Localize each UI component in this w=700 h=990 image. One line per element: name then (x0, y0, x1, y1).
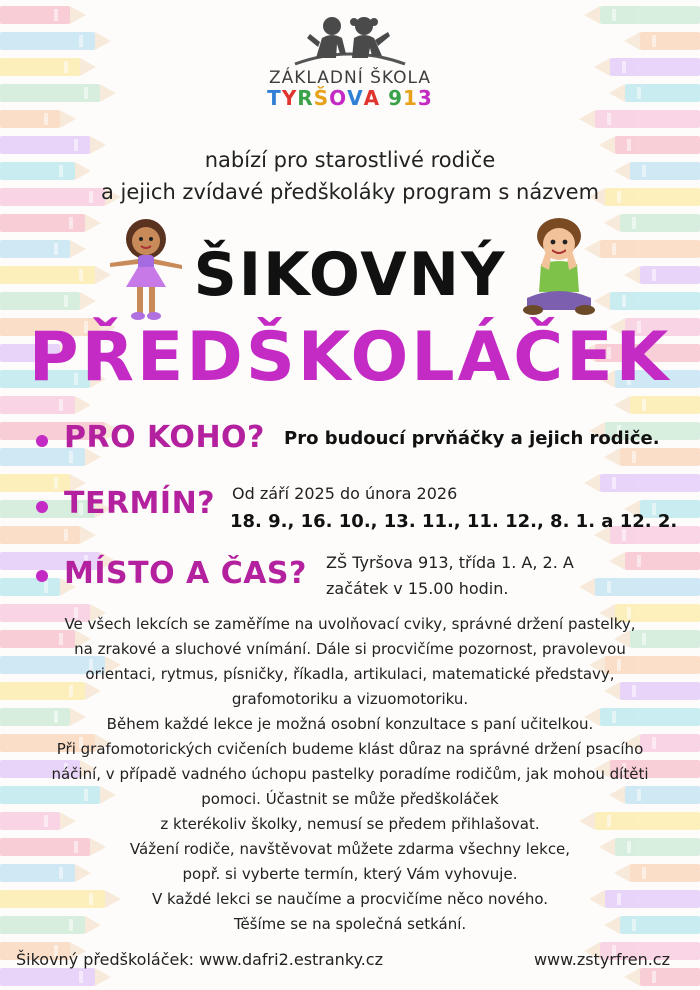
text-pro-koho: Pro budoucí prvňáčky a jejich rodiče. (284, 428, 660, 449)
misto-location: ZŠ Tyršova 913, třída 1. A, 2. A (326, 553, 574, 572)
logo-letter: 3 (417, 86, 433, 110)
logo-letter: A (363, 86, 381, 110)
logo-letter: R (297, 86, 314, 110)
logo-letter: V (347, 86, 364, 110)
bullet-pro-koho (36, 435, 48, 447)
logo-school-address (250, 86, 450, 110)
description-line: z kterékoliv školky, nemusí se předem přihlašovat. (160, 815, 540, 833)
description-line: Během každé lekce je možná osobní konzultace s paní učitelkou. (106, 715, 594, 733)
children-silhouette-icon (290, 14, 410, 66)
intro-line-1: nabízí pro starostlivé rodiče (204, 148, 496, 172)
termin-range: Od září 2025 do února 2026 (232, 484, 458, 503)
misto-time: začátek v 15.00 hodin. (326, 579, 509, 598)
logo-school-name: ZÁKLADNÍ ŠKOLA (268, 68, 432, 88)
footer-website-school[interactable]: www.zstyrfren.cz (533, 950, 670, 969)
description-line: orientaci, rytmus, písničky, říkadla, artikulaci, matematické představy, (85, 665, 615, 683)
logo-letter (380, 86, 388, 110)
description-line: Při grafomotorických cvičeních budeme klást důraz na správné držení psacího (56, 740, 644, 758)
program-description (30, 612, 670, 937)
description-line: popř. si vyberte termín, který Vám vyhovuje. (182, 865, 518, 883)
description-line: Vážení rodiče, navštěvovat můžete zdarma všechny lekce, (129, 840, 571, 858)
logo-letter: 9 (388, 86, 403, 110)
description-line: na zrakové a sluchové vnímání. Dále si procvičíme pozornost, pravolevou (74, 640, 626, 658)
label-misto-a-cas: MÍSTO A ČAS? (64, 556, 307, 591)
description-line: Těšíme se na společná setkání. (233, 915, 467, 933)
logo-letter: O (329, 86, 348, 110)
program-title-line-1: ŠIKOVNÝ (193, 240, 507, 310)
description-line: grafomotoriku a vizuomotoriku. (231, 690, 469, 708)
bullet-termin (36, 501, 48, 513)
description-line: pomoci. Účastnit se může předškoláček (201, 790, 499, 808)
bullet-misto (36, 570, 48, 582)
program-title-line-2: PŘEDŠKOLÁČEK (28, 318, 672, 397)
description-line: V každé lekci se naučíme a procvičíme něco nového. (151, 890, 549, 908)
footer-website-program[interactable]: Šikovný předškoláček: www.dafri2.estranky.cz (16, 950, 383, 969)
logo-letter: Š (313, 86, 330, 110)
description-line: náčiní, v případě vadného úchopu pastelky poradíme rodičům, jak mohou dítěti (51, 765, 649, 783)
logo-letter: Y (281, 86, 298, 110)
school-logo (250, 14, 450, 110)
intro-line-2: a jejich zvídavé předškoláky program s názvem (100, 180, 600, 204)
label-termin: TERMÍN? (64, 486, 216, 521)
label-pro-koho: PRO KOHO? (64, 420, 265, 455)
termin-dates: 18. 9., 16. 10., 13. 11., 11. 12., 8. 1. a 12. 2. (230, 511, 678, 532)
logo-letter: 1 (402, 86, 418, 110)
description-line: Ve všech lekcích se zaměříme na uvolňovací cviky, správné držení pastelky, (64, 615, 636, 633)
logo-letter: T (267, 86, 282, 110)
